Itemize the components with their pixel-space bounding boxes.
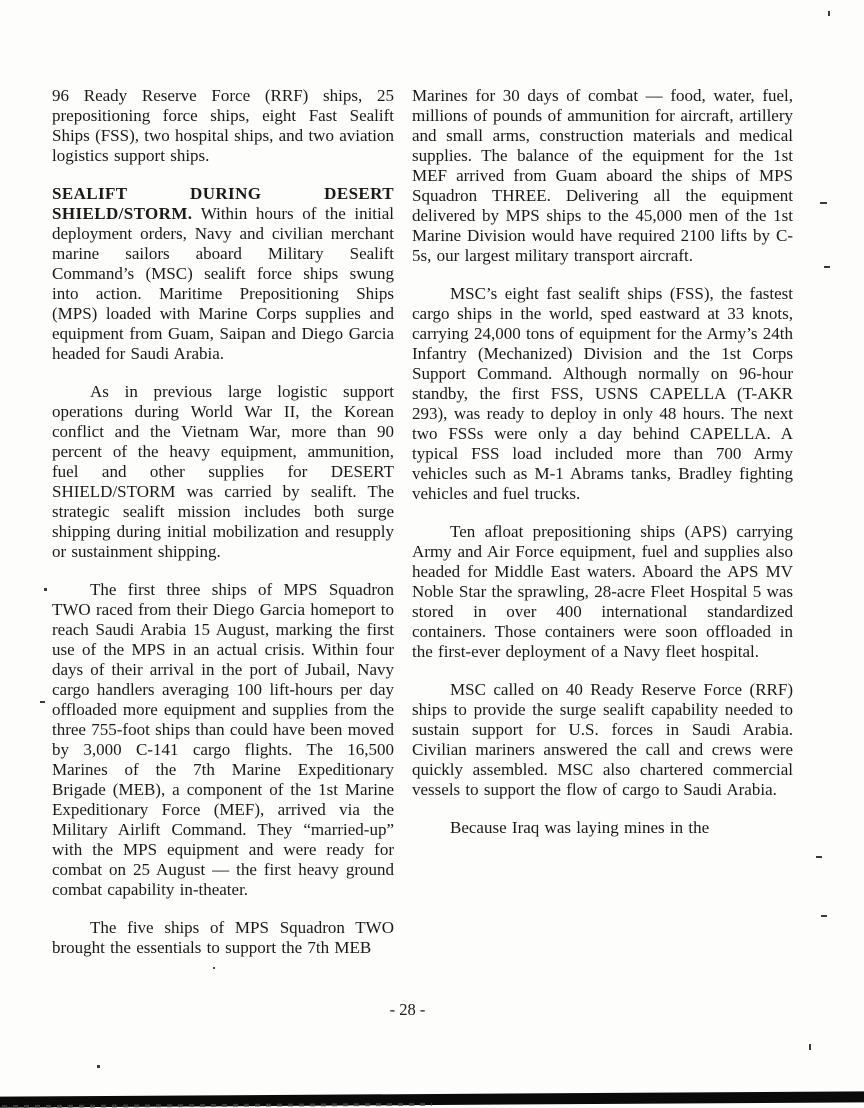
scan-speck xyxy=(44,588,47,591)
paragraph-text: Within hours of the initial deployment orders, Navy and civilian merchant marine sailors aboard Military Sealift Command’s (MSC) sealift force ships swung into action. Maritime Prepositioning Ships (MPS) loaded with Marine Corps supplies and equipment from Guam, Saipan and Diego Garcia headed for Saudi Arabia. xyxy=(52,204,395,363)
paragraph: The first three ships of MPS Squadron TWO raced from their Diego Garcia homeport to reach Saudi Arabia 15 August, marking the first use of the MPS in an actual crisis. Within four days of their arrival in the port of Jubail, Navy cargo handlers averaging 100 lift-hours per day offloaded more equipment and supplies from the three 755-foot ships than could have been moved by 3,000 C-141 cargo flights. The 16,500 Marines of the 7th Marine Expeditionary Brigade (MEB), a component of the 1st Marine Expeditionary Force (MEF), arrived via the Military Airlift Command. They “married-up” with the MPS equipment and were ready for combat on 25 August — the first heavy ground combat capability in-theater. xyxy=(52,580,394,899)
scan-speck xyxy=(816,856,822,858)
paragraph: MSC called on 40 Ready Reserve Force (RRF) ships to provide the surge sealift capability needed to sustain support for U.S. forces in Saudi Arabia. Civilian mariners answered the call and crews were quickly assembled. MSC also chartered commercial vessels to support the flow of cargo to Saudi Arabia. xyxy=(412,680,793,799)
page-number: - 28 - xyxy=(389,1000,426,1019)
paragraph: MSC’s eight fast sealift ships (FSS), the fastest cargo ships in the world, sped eastward at 33 knots, carrying 24,000 tons of equipment for the Army’s 24th Infantry (Mechanized) Division and the 1st Corps Support Command. Although normally on 96-hour standby, the first FSS, USNS CAPELLA (T-AKR 293), was ready to deploy in only 48 hours. The next two FSSs were only a day behind CAPELLA. A typical FSS load included more than 700 Army vehicles such as M-1 Abrams tanks, Bradley fighting vehicles and fuel trucks. xyxy=(412,284,793,503)
paragraph xyxy=(52,184,394,364)
scan-speck xyxy=(824,266,830,268)
paragraph: Ten afloat prepositioning ships (APS) carrying Army and Air Force equipment, fuel and supplies also headed for Middle East waters. Aboard the APS MV Noble Star the sprawling, 28-acre Fleet Hospital 5 was stored in over 400 international standardized containers. Those containers were soon offloaded in the first-ever deployment of a Navy fleet hospital. xyxy=(412,522,793,661)
section-heading: SEALIFT DURING DESERT SHIELD/STORM. xyxy=(52,184,394,223)
scan-speck xyxy=(821,915,827,917)
scan-speck xyxy=(828,11,830,16)
left-column xyxy=(52,86,394,976)
paragraph: The five ships of MPS Squadron TWO brought the essentials to support the 7th MEB xyxy=(52,918,394,957)
scan-speck xyxy=(809,1044,811,1050)
right-column xyxy=(412,86,793,856)
scan-speck xyxy=(40,701,45,703)
scan-speck xyxy=(97,1065,100,1068)
paragraph: 96 Ready Reserve Force (RRF) ships, 25 prepositioning force ships, eight Fast Sealift Ships (FSS), two hospital ships, and two aviation logistics support ships. xyxy=(52,86,394,165)
paragraph: Marines for 30 days of combat — food, water, fuel, millions of pounds of ammunition for aircraft, artillery and small arms, construction materials and medical supplies. The balance of the equipment for the 1st MEF arrived from Guam aboard the ships of MPS Squadron THREE. Delivering all the equipment delivered by MPS ships to the 45,000 men of the 1st Marine Division would have required 2100 lifts by C-5s, our largest military transport aircraft. xyxy=(412,86,793,265)
paragraph: Because Iraq was laying mines in the xyxy=(450,818,710,837)
scan-speck xyxy=(213,967,215,969)
scan-speck xyxy=(820,202,827,204)
paragraph: As in previous large logistic support operations during World War II, the Korean conflict and the Vietnam War, more than 90 percent of the heavy equipment, ammunition, fuel and other supplies for DESERT SHIELD/STORM was carried by sealift. The strategic sealift mission includes both surge shipping during initial mobilization and resupply or sustainment shipping. xyxy=(52,382,394,561)
